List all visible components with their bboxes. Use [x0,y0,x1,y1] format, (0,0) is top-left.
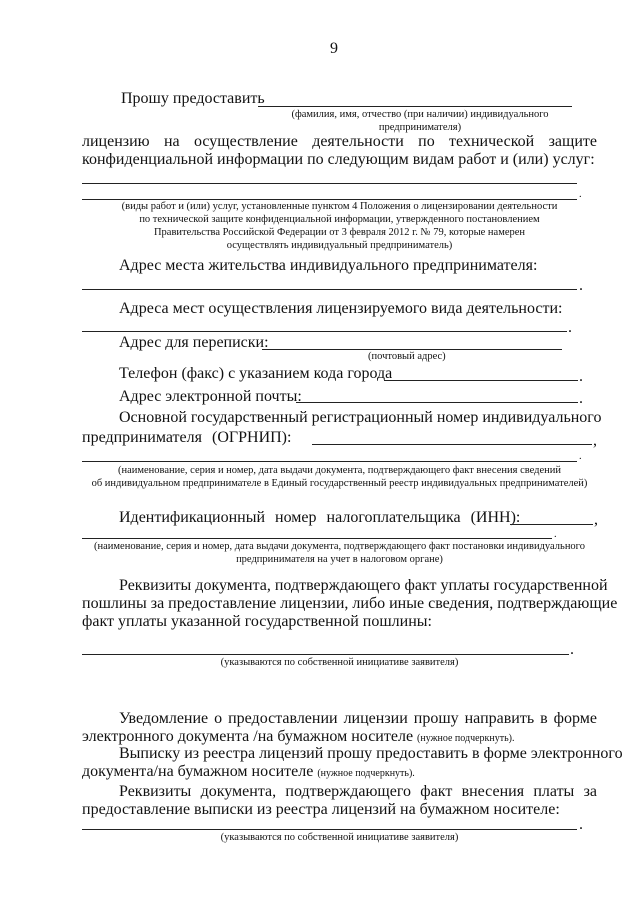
extract-line-2-text: документа/на бумажном носителе [82,763,314,780]
services-caption-line-2: по технической защите конфиденциальной информации, утвержденного постановлением [139,214,540,225]
mail-address-caption: (почтовый адрес) [368,351,446,362]
ogrnip-caption-line-1: (наименование, серия и номер, дата выдачи документа, подтверждающего факт внесения сведений [117,465,562,476]
period-mark: . [570,641,574,658]
page-number: 9 [330,40,338,57]
ogrnip-line-1 [312,444,592,445]
notification-text-line-1: Уведомление о предоставлении лицензии прошу направить в форме [119,710,597,727]
name-caption-line-2: предпринимателя) [378,122,462,133]
comma-mark: , [593,432,597,449]
name-caption-line-1: (фамилия, имя, отчество (при наличии) индивидуального [291,109,549,120]
name-caption [270,108,570,134]
fee-text-line-3: факт уплаты указанной государственной пошлины: [82,613,432,630]
fee-caption: (указываются по собственной инициативе заявителя) [220,657,459,668]
ogrnip-text-line-1: Основной государственный регистрационный номер индивидуального [119,409,602,426]
services-caption-line-1: (виды работ и (или) услуг, установленные пунктом 4 Положения о лицензировании деятельности [121,201,558,212]
mail-address-label: Адрес для переписки: [119,334,269,351]
inn-caption-line-1: (наименование, серия и номер, дата выдачи документа, подтверждающего факт постановки индивидуального [94,541,585,552]
period-mark: . [554,529,557,540]
extract-line-2-note: (нужное подчеркнуть). [317,768,415,779]
inn-line-1 [510,524,593,525]
fee-line [82,654,569,655]
email-label: Адрес электронной почты: [119,388,302,405]
services-field-line-1 [82,183,577,184]
notification-line-2-note: (нужное подчеркнуть). [417,733,515,744]
notification-line-2-text: электронного документа /на бумажном носителе [82,728,414,745]
comma-mark: , [594,511,598,528]
period-mark: . [568,319,572,336]
extract-text-line-1: Выписку из реестра лицензий прошу предоставить в форме электронного [119,745,623,762]
ogrnip-text-line-2: предпринимателя (ОГРНИП): [82,429,292,446]
request-text-line-2: конфиденциальной информации по следующим видам работ и (или) услуг: [82,151,595,168]
email-line [296,402,578,403]
ogrnip-line-2 [82,461,577,462]
activity-addresses-line [82,331,567,332]
period-mark: . [579,368,583,385]
residence-address-line [82,289,577,290]
services-caption [82,200,597,252]
services-caption-line-4: осуществлять индивидуальный предприниматель) [226,240,453,251]
ogrnip-caption-line-2: об индивидуальном предпринимателе в Единый государственный реестр индивидуальных предпринимателей) [91,478,588,489]
services-caption-line-3: Правительства Российской Федерации от 3 февраля 2012 г. № 79, которые намерен [153,227,526,238]
extract-text-line-2 [82,763,415,783]
period-mark: . [579,390,583,407]
ogrnip-caption [82,464,597,490]
extract-fee-text-line-1: Реквизиты документа, подтверждающего факт внесения платы за [119,783,597,800]
phone-line [384,380,578,381]
request-label: Прошу предоставить [121,90,265,107]
request-text-line-1: лицензию на осуществление деятельности по технической защите [82,133,597,150]
inn-label: Идентификационный номер налогоплательщика (ИНН): [119,509,521,526]
extract-fee-text-line-2: предоставление выписки из реестра лицензий на бумажном носителе: [82,801,560,818]
period-mark: . [579,189,582,200]
extract-fee-caption: (указываются по собственной инициативе заявителя) [220,832,459,843]
inn-caption-line-2: предпринимателя на учет в налоговом органе) [236,554,443,565]
inn-caption [82,540,597,566]
residence-address-label: Адрес места жительства индивидуального предпринимателя: [119,257,538,274]
extract-fee-line [82,829,577,830]
fee-text-line-2: пошлины за предоставление лицензии, либо иные сведения, подтверждающие [82,595,618,612]
phone-label: Телефон (факс) с указанием кода города [119,365,393,382]
name-field-line [258,106,572,107]
fee-text-line-1: Реквизиты документа, подтверждающего факт уплаты государственной [119,577,608,594]
period-mark: . [579,816,583,833]
period-mark: . [579,277,583,294]
inn-line-2 [82,538,552,539]
activity-addresses-label: Адреса мест осуществления лицензируемого вида деятельности: [119,300,563,317]
period-mark: . [579,451,582,462]
